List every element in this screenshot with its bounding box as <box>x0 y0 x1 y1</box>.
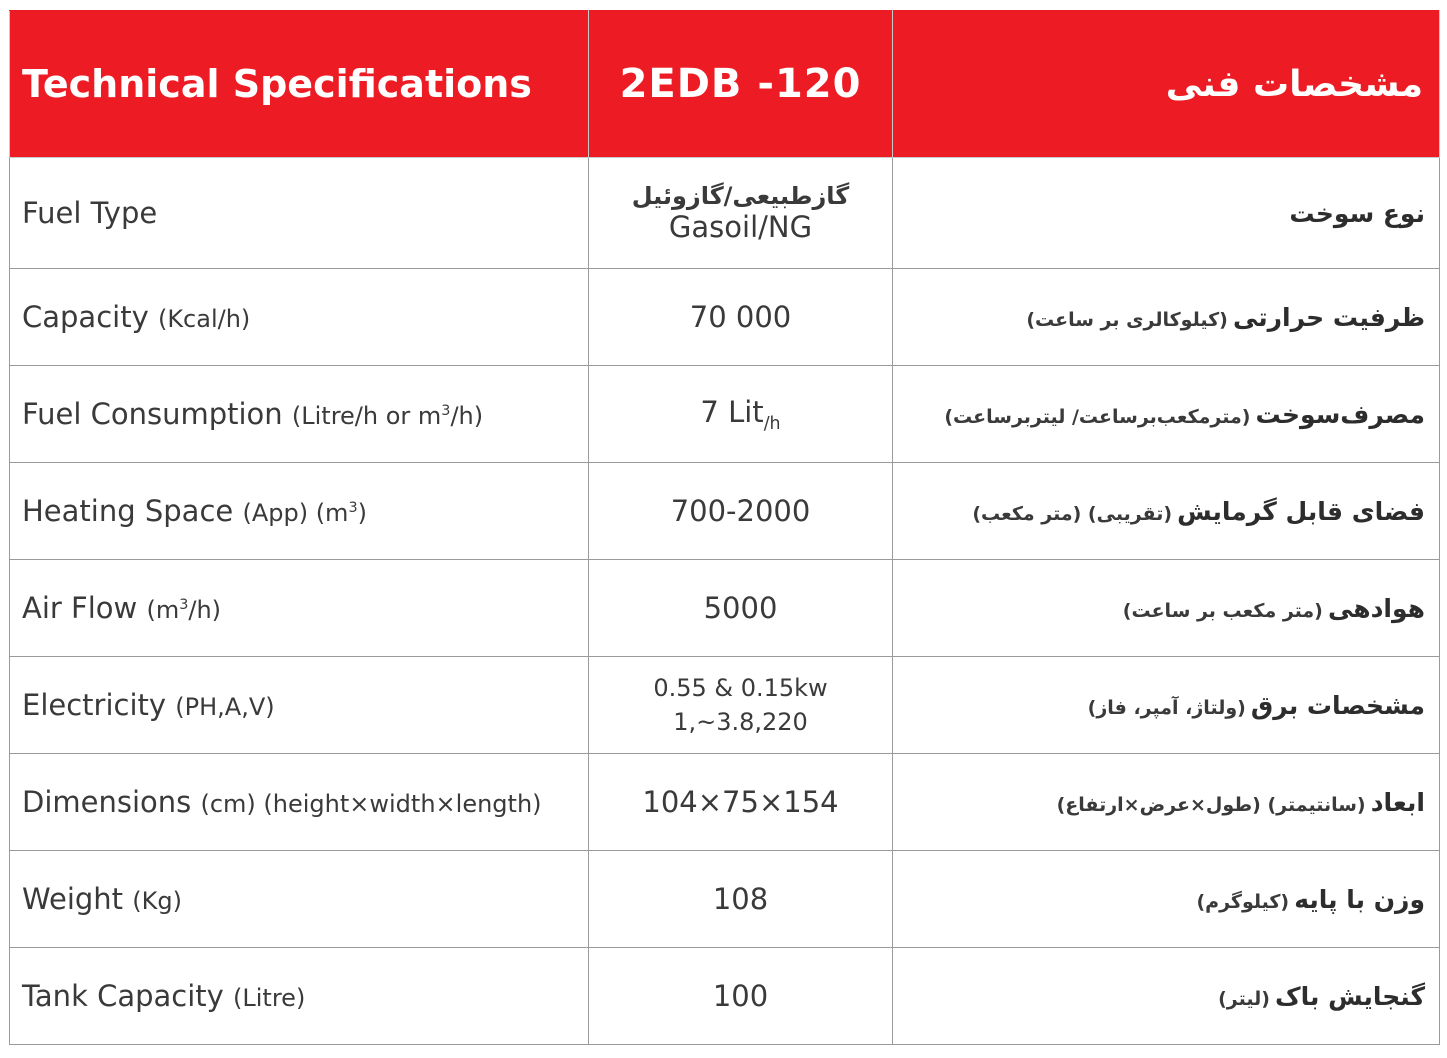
fa-label-text: گنجایش باک <box>1275 981 1425 1011</box>
row-label-en <box>10 851 589 948</box>
fa-label-text: مشخصات برق <box>1250 690 1425 720</box>
fa-label-text: فضای قابل گرمایش <box>1177 496 1425 526</box>
value-line-1: 0.55 & 0.15kw <box>653 674 828 702</box>
row-label-fa <box>893 851 1440 948</box>
row-label-en <box>10 560 589 657</box>
row-value <box>589 366 893 463</box>
row-label-en <box>10 158 589 269</box>
label-text: Fuel Type <box>22 196 158 230</box>
header-title-en: Technical Specifications <box>10 11 589 158</box>
header-title-fa: مشخصات فنی <box>893 11 1440 158</box>
fa-unit-text: (کیلوکالری بر ساعت) <box>1026 308 1228 331</box>
fa-label-text: هوادهی <box>1327 593 1425 623</box>
row-label-fa <box>893 948 1440 1045</box>
fa-unit-text: (متر مکعب بر ساعت) <box>1122 599 1323 622</box>
value-text: Gasoil/NG <box>668 210 813 244</box>
unit-text: (Kg) <box>132 887 182 915</box>
table-row <box>10 366 1440 463</box>
row-label-en <box>10 463 589 560</box>
table-row <box>10 269 1440 366</box>
header-row <box>10 11 1440 158</box>
label-text: Air Flow <box>22 591 138 625</box>
row-value: 104×75×154 <box>589 754 893 851</box>
table-row <box>10 948 1440 1045</box>
row-label-fa <box>893 366 1440 463</box>
row-label-fa <box>893 754 1440 851</box>
fa-unit-text: (لیتر) <box>1218 987 1270 1010</box>
header-model: 2EDB -120 <box>589 11 893 158</box>
fa-label-text: مصرف‌سوخت <box>1255 399 1425 429</box>
label-text: Weight <box>22 882 124 916</box>
row-value: 5000 <box>589 560 893 657</box>
label-text: Electricity <box>22 688 167 722</box>
row-label-fa <box>893 463 1440 560</box>
label-text: Capacity <box>22 300 149 334</box>
fa-label-text: ظرفیت حرارتی <box>1232 302 1425 332</box>
row-label-en <box>10 948 589 1045</box>
label-text: Heating Space <box>22 494 234 528</box>
value-text: 7 Lit <box>700 394 764 429</box>
label-text: Dimensions <box>22 785 192 819</box>
fa-unit-text: (مترمکعب‌برساعت/ لیتربرساعت) <box>944 405 1251 428</box>
value-line-2: 1,~3.8,220 <box>673 708 808 736</box>
unit-text: $(m^3/h)$ <box>146 596 222 624</box>
unit-text: (App) $(m^3)$ <box>242 499 367 527</box>
fa-label-text: نوع سوخت <box>1289 198 1425 228</box>
table-row <box>10 657 1440 754</box>
unit-text: (cm) (height×width×length) <box>200 790 542 818</box>
unit-text: (PH,A,V) <box>175 693 275 721</box>
fa-unit-text: (کیلوگرم) <box>1196 890 1290 913</box>
row-label-fa <box>893 657 1440 754</box>
fa-unit-text: (تقریبی) (متر مکعب) <box>972 502 1173 525</box>
unit-text: (Kcal/h) <box>157 305 251 333</box>
row-label-en <box>10 366 589 463</box>
fa-label-text: وزن با پایه <box>1294 884 1425 914</box>
table-row <box>10 560 1440 657</box>
unit-text: (Litre/h or $m^3/h$) <box>291 402 484 430</box>
row-label-fa <box>893 560 1440 657</box>
value-sub-text: /h <box>763 413 781 434</box>
row-value <box>589 158 893 269</box>
label-text: Tank Capacity <box>22 979 224 1013</box>
row-label-en <box>10 754 589 851</box>
row-value: 700-2000 <box>589 463 893 560</box>
label-text: Fuel Consumption <box>22 397 283 431</box>
row-value: 108 <box>589 851 893 948</box>
fa-unit-text: (ولتاژ، آمپر، فاز) <box>1087 696 1246 719</box>
fa-unit-text: (سانتیمتر) (طول×عرض×ارتفاع) <box>1056 793 1366 816</box>
fa-label-text: ابعاد <box>1370 787 1425 817</box>
table-row <box>10 851 1440 948</box>
row-label-en <box>10 269 589 366</box>
row-label-en <box>10 657 589 754</box>
spec-table <box>9 10 1440 1045</box>
row-label-fa <box>893 158 1440 269</box>
value-fa-text: گازطبیعی/گازوئیل <box>631 182 850 210</box>
row-label-fa <box>893 269 1440 366</box>
table-row <box>10 463 1440 560</box>
table-row <box>10 754 1440 851</box>
row-value: 100 <box>589 948 893 1045</box>
table-row <box>10 158 1440 269</box>
unit-text: (Litre) <box>233 984 306 1012</box>
row-value <box>589 657 893 754</box>
row-value: 70 000 <box>589 269 893 366</box>
